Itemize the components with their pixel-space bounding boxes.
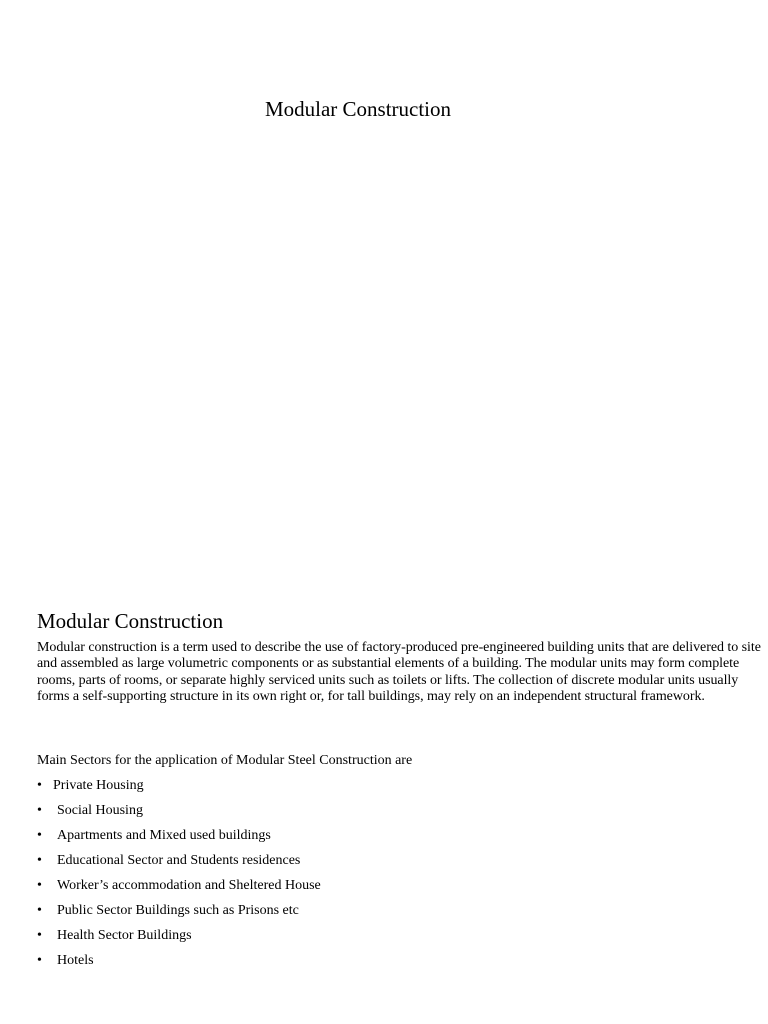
list-item-label: Educational Sector and Students residences: [57, 853, 301, 868]
section-heading: Modular Construction: [37, 609, 224, 633]
bullet-icon: •: [37, 778, 42, 793]
list-item: [37, 902, 321, 927]
list-item: [37, 927, 321, 952]
intro-paragraph: Modular construction is a term used to describe the use of factory-produced pre-engineered building units that are delivered to site and assembled as large volumetric components or as substantial elements of a building. The modular units may form complete rooms, parts of rooms, or separate highly serviced units such as toilets or lifts. The collection of discrete modular units usually forms a self-supporting structure in its own right or, for tall buildings, may rely on an independent structural framework.: [37, 640, 761, 704]
document-title: Modular Construction: [264, 97, 452, 121]
sector-list: [37, 777, 321, 977]
sectors-intro: Main Sectors for the application of Modular Steel Construction are: [37, 753, 413, 768]
bullet-icon: •: [37, 878, 42, 893]
bullet-icon: •: [37, 803, 42, 818]
list-item: [37, 952, 321, 977]
bullet-icon: •: [37, 953, 42, 968]
list-item-label: Social Housing: [57, 803, 143, 818]
bullet-icon: •: [37, 828, 42, 843]
list-item-label: Hotels: [57, 953, 94, 968]
list-item-label: Public Sector Buildings such as Prisons etc: [57, 903, 299, 918]
list-item-label: Private Housing: [53, 778, 144, 793]
bullet-icon: •: [37, 928, 42, 943]
list-item-label: Health Sector Buildings: [57, 928, 192, 943]
list-item-label: Worker’s accommodation and Sheltered House: [57, 878, 321, 893]
bullet-icon: •: [37, 853, 42, 868]
list-item-label: Apartments and Mixed used buildings: [57, 828, 271, 843]
list-item: [37, 777, 321, 802]
bullet-icon: •: [37, 903, 42, 918]
list-item: [37, 877, 321, 902]
list-item: [37, 802, 321, 827]
list-item: [37, 827, 321, 852]
list-item: [37, 852, 321, 877]
